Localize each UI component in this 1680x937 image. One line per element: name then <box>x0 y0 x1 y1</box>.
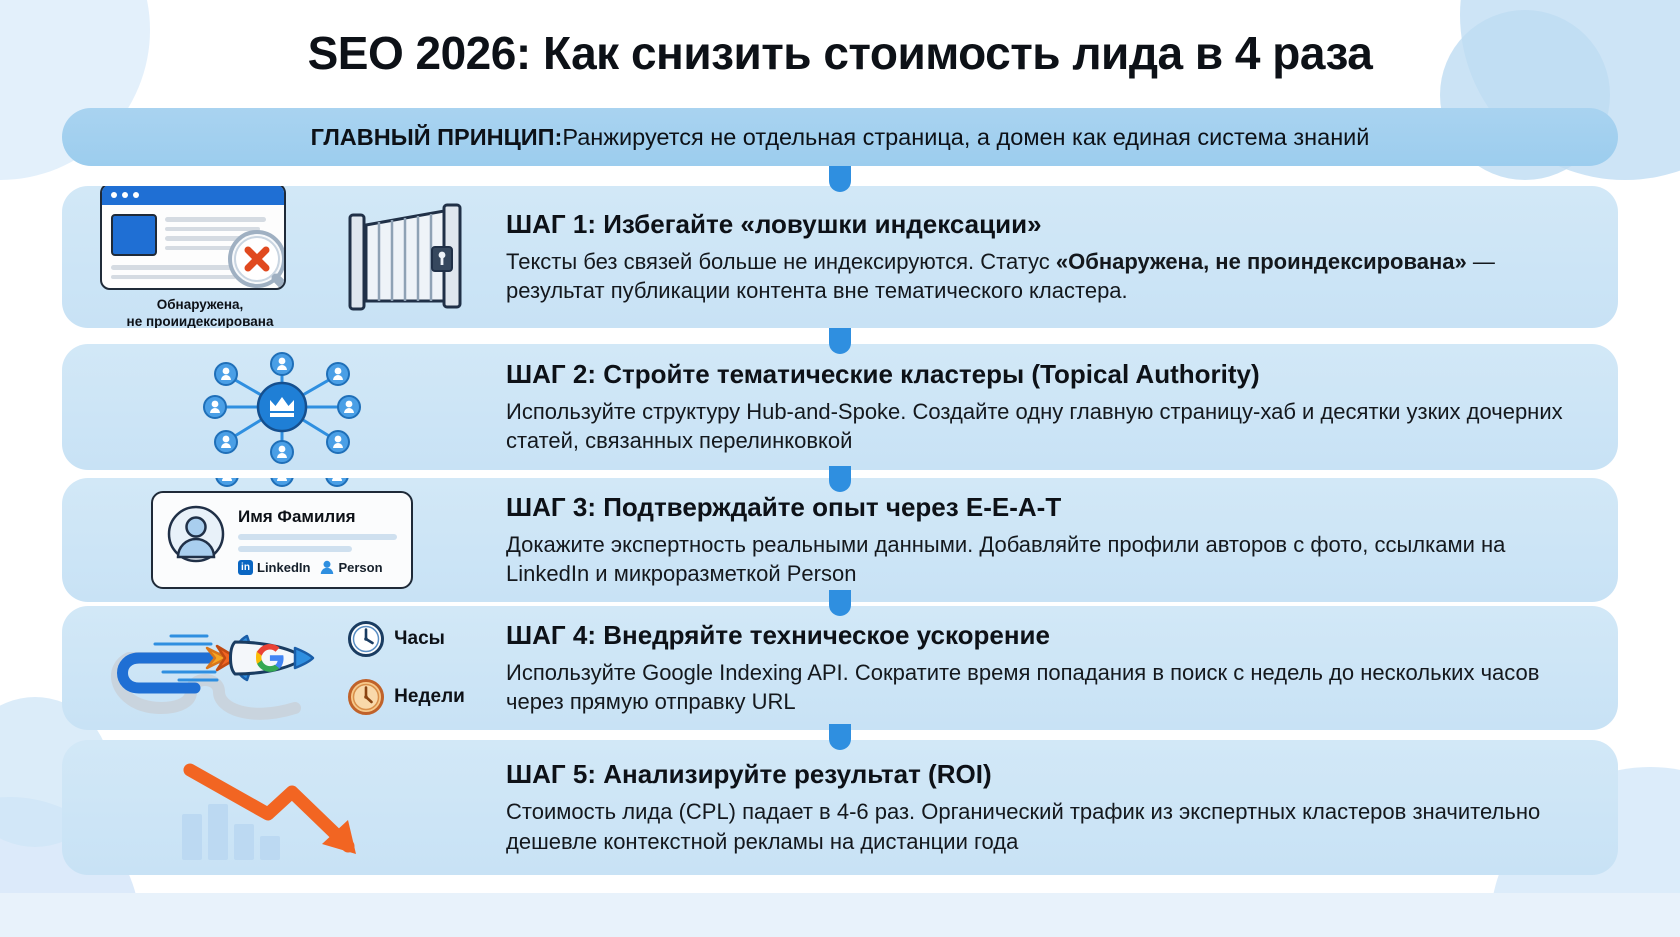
connector-arrow-2 <box>829 328 851 354</box>
step-row-3 <box>62 478 1618 602</box>
linkedin-icon <box>238 560 253 575</box>
browser-dot-1 <box>111 192 117 198</box>
principle-label: ГЛАВНЫЙ ПРИНЦИП: <box>310 123 563 150</box>
declining-cpl-chart-icon <box>172 752 392 864</box>
step-1-body <box>506 247 1578 305</box>
linkedin-badge-label: LinkedIn <box>257 560 311 575</box>
person-badge-label: Person <box>338 560 383 575</box>
avatar-icon <box>167 505 225 563</box>
connector-arrow-1 <box>829 166 851 192</box>
avatar-cluster-dots-icon <box>197 478 367 489</box>
step-1-heading: ШАГ 1: Избегайте «ловушки индексации» <box>506 208 1042 239</box>
step-1-body-part-3: — результат публикации контента вне тематического кластера. <box>506 248 1495 303</box>
browser-window-icon <box>100 186 286 290</box>
author-card-details <box>238 505 397 575</box>
clock-icon <box>347 620 385 658</box>
step-4-body: Используйте Google Indexing API. Сократите время попадания в поиск с недель до нескольких часов через прямую отправку URL <box>506 659 1540 714</box>
step-row-5 <box>62 740 1618 875</box>
slow-clock-row <box>347 678 465 716</box>
step-row-1 <box>62 186 1618 328</box>
step-4-visual <box>62 606 502 730</box>
step-4-text <box>502 620 1618 716</box>
author-placeholder-line-2 <box>238 546 352 552</box>
fast-clock-label: Часы <box>394 628 445 649</box>
technical-acceleration-illustration <box>99 612 465 724</box>
step-1-visual <box>62 186 502 328</box>
step-3-visual <box>62 478 502 602</box>
step-2-body: Используйте структуру Hub-and-Spoke. Создайте одну главную страницу-хаб и десятки узких дочерних статей, связанных перелинковкой <box>506 398 1563 453</box>
page-title: SEO 2026: Как снизить стоимость лида в 4 раза <box>307 27 1373 79</box>
step-3-body: Докажите экспертность реальными данными. Добавляйте профили авторов с фото, ссылками на LinkedIn и микроразметкой Person <box>506 531 1506 586</box>
connector-arrow-4 <box>829 590 851 616</box>
step-3-text <box>502 492 1618 588</box>
status-caption-line-1: Обнаружена, <box>156 297 244 313</box>
principle-text: Ранжируется не отдельная страница, а домен как единая система знаний <box>562 123 1370 150</box>
magnifier-with-error-icon <box>226 228 286 290</box>
step-5-visual <box>62 740 502 875</box>
step-5-heading: ШАГ 5: Анализируйте результат (ROI) <box>506 759 992 790</box>
browser-image-placeholder <box>111 214 157 256</box>
status-caption <box>100 297 300 328</box>
status-caption-line-2: не проиидексирована <box>126 314 274 328</box>
connector-arrow-5 <box>829 724 851 750</box>
step-2-text <box>502 359 1618 455</box>
slow-clock-icon <box>347 678 385 716</box>
step-row-4 <box>62 606 1618 730</box>
browser-titlebar <box>102 186 284 205</box>
step-row-2 <box>62 344 1618 470</box>
author-profile-card-icon <box>151 491 413 589</box>
browser-dot-2 <box>122 192 128 198</box>
author-badges <box>238 560 397 575</box>
author-name: Имя Фамилия <box>238 507 356 526</box>
closed-gate-icon <box>346 201 464 313</box>
person-icon <box>320 560 334 575</box>
hub-and-spoke-icon <box>167 351 397 463</box>
google-rocket-icon <box>99 612 329 724</box>
main-principle-banner <box>62 108 1618 166</box>
step-2-heading: ШАГ 2: Стройте тематические кластеры (Topical Authority) <box>506 358 1260 389</box>
step-5-text <box>502 759 1618 855</box>
step-4-heading: ШАГ 4: Внедряйте техническое ускорение <box>506 619 1050 650</box>
step-1-body-part-2: «Обнаружена, не проиндексирована» <box>1055 248 1467 274</box>
author-placeholder-line-1 <box>238 534 397 540</box>
step-1-text <box>502 209 1618 305</box>
step-1-body-part-1: Тексты без связей больше не индексируются. Статус <box>506 248 1056 274</box>
linkedin-badge <box>238 560 310 575</box>
connector-arrow-3 <box>829 466 851 492</box>
person-badge <box>320 560 382 575</box>
step-2-visual <box>62 344 502 470</box>
step-3-heading: ШАГ 3: Подтверждайте опыт через E-E-A-T <box>506 491 1062 522</box>
fast-clock-row <box>347 620 465 658</box>
indexing-trap-illustration <box>100 186 464 328</box>
slow-clock-label: Недели <box>394 686 465 707</box>
clock-labels-group <box>347 620 465 716</box>
browser-card-group <box>100 186 300 328</box>
step-5-body: Стоимость лида (CPL) падает в 4-6 раз. Органический трафик из экспертных кластеров значительно дешевле контекстной рекламы на дистанции года <box>506 799 1541 854</box>
browser-dot-3 <box>133 192 139 198</box>
